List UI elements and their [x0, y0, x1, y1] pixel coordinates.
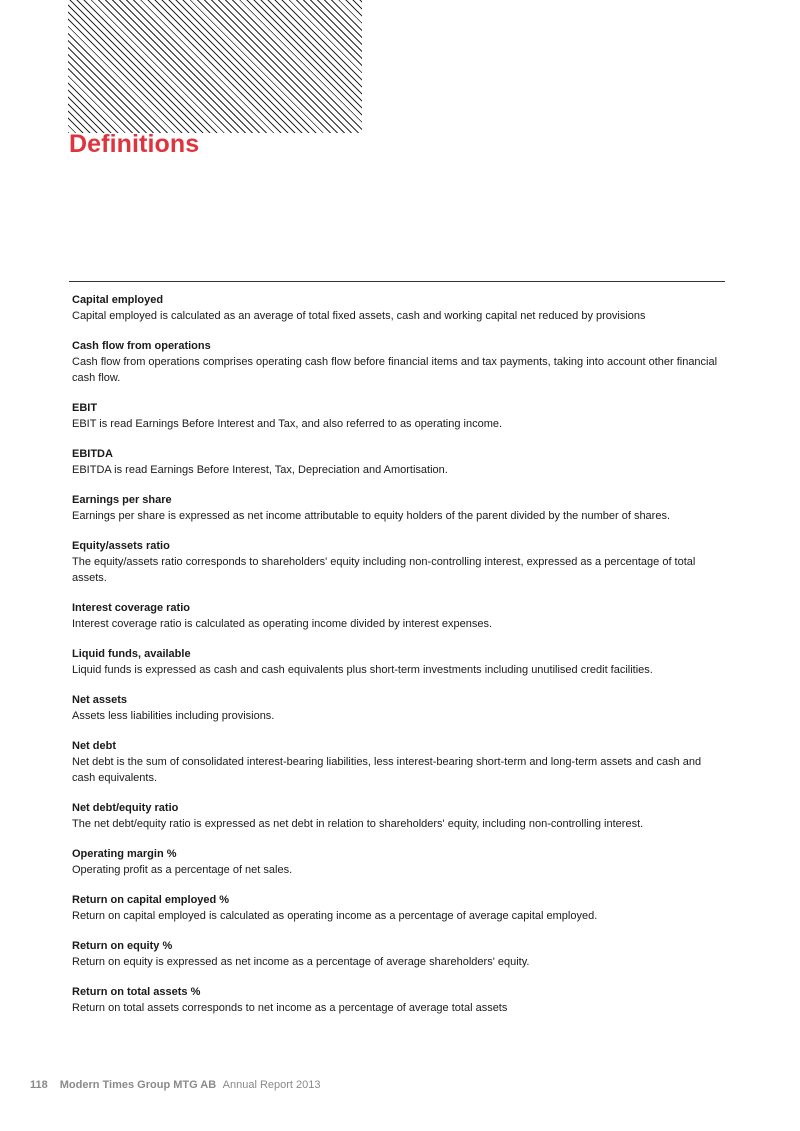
definition-term: EBITDA	[72, 448, 113, 460]
definition-description: The net debt/equity ratio is expressed as net debt in relation to shareholders' equity, including non-controlling interest.	[72, 818, 644, 830]
definition-description: The equity/assets ratio corresponds to shareholders' equity including non-controlling interest, expressed as a percentage of total assets.	[72, 556, 696, 584]
definition-term: Earnings per share	[72, 494, 172, 506]
definition-term: Liquid funds, available	[72, 648, 191, 660]
definition-item	[72, 538, 722, 586]
definition-term: Return on total assets %	[72, 986, 201, 998]
definition-description: Capital employed is calculated as an average of total fixed assets, cash and working capital net reduced by provisions	[72, 310, 646, 322]
definition-item	[72, 984, 722, 1016]
definition-description: Earnings per share is expressed as net income attributable to equity holders of the parent divided by the number of shares.	[72, 510, 671, 522]
definition-description: EBIT is read Earnings Before Interest and Tax, and also referred to as operating income.	[72, 418, 503, 430]
page-footer	[30, 1077, 321, 1093]
definition-item	[72, 338, 722, 386]
definition-description: Interest coverage ratio is calculated as operating income divided by interest expenses.	[72, 618, 493, 630]
definition-item	[72, 492, 722, 524]
definition-item	[72, 400, 722, 432]
definition-term: EBIT	[72, 402, 98, 414]
definition-description: Return on total assets corresponds to net income as a percentage of average total assets	[72, 1002, 508, 1014]
definition-term: Net debt/equity ratio	[72, 802, 179, 814]
definition-term: Operating margin %	[72, 848, 177, 860]
definition-description: Assets less liabilities including provisions.	[72, 710, 275, 722]
page-title: Definitions	[69, 130, 200, 158]
definition-item	[72, 646, 722, 678]
definition-item	[72, 600, 722, 632]
definition-description: Liquid funds is expressed as cash and cash equivalents plus short-term investments including unutilised credit facilities.	[72, 664, 653, 676]
definition-term: Capital employed	[72, 294, 164, 306]
definition-term: Return on equity %	[72, 940, 173, 952]
section-divider	[69, 281, 725, 282]
definition-item	[72, 800, 722, 832]
definition-description: Net debt is the sum of consolidated interest-bearing liabilities, less interest-bearing short-term and long-term assets and cash and cash equivalents.	[72, 756, 702, 784]
definition-term: Net assets	[72, 694, 128, 706]
definition-term: Return on capital employed %	[72, 894, 230, 906]
decorative-hatch-pattern	[68, 0, 362, 133]
page-number: 118	[30, 1079, 48, 1091]
definition-item	[72, 846, 722, 878]
definition-description: Operating profit as a percentage of net sales.	[72, 864, 293, 876]
definition-description: Return on equity is expressed as net income as a percentage of average shareholders' equity.	[72, 956, 530, 968]
definition-term: Net debt	[72, 740, 116, 752]
definition-item	[72, 446, 722, 478]
definition-item	[72, 292, 722, 324]
definitions-list	[72, 292, 722, 1030]
definition-item	[72, 938, 722, 970]
definition-term: Cash flow from operations	[72, 340, 211, 352]
footer-company: Modern Times Group MTG AB	[59, 1079, 217, 1091]
definition-item	[72, 692, 722, 724]
definition-description: Return on capital employed is calculated as operating income as a percentage of average capital employed.	[72, 910, 598, 922]
definition-item	[72, 892, 722, 924]
definition-description: Cash flow from operations comprises operating cash flow before financial items and tax payments, taking into account other financial cash flow.	[72, 356, 718, 384]
definition-item	[72, 738, 722, 786]
definition-term: Interest coverage ratio	[72, 602, 190, 614]
definition-description: EBITDA is read Earnings Before Interest, Tax, Depreciation and Amortisation.	[72, 464, 448, 476]
definition-term: Equity/assets ratio	[72, 540, 170, 552]
footer-report: Annual Report 2013	[222, 1079, 321, 1091]
